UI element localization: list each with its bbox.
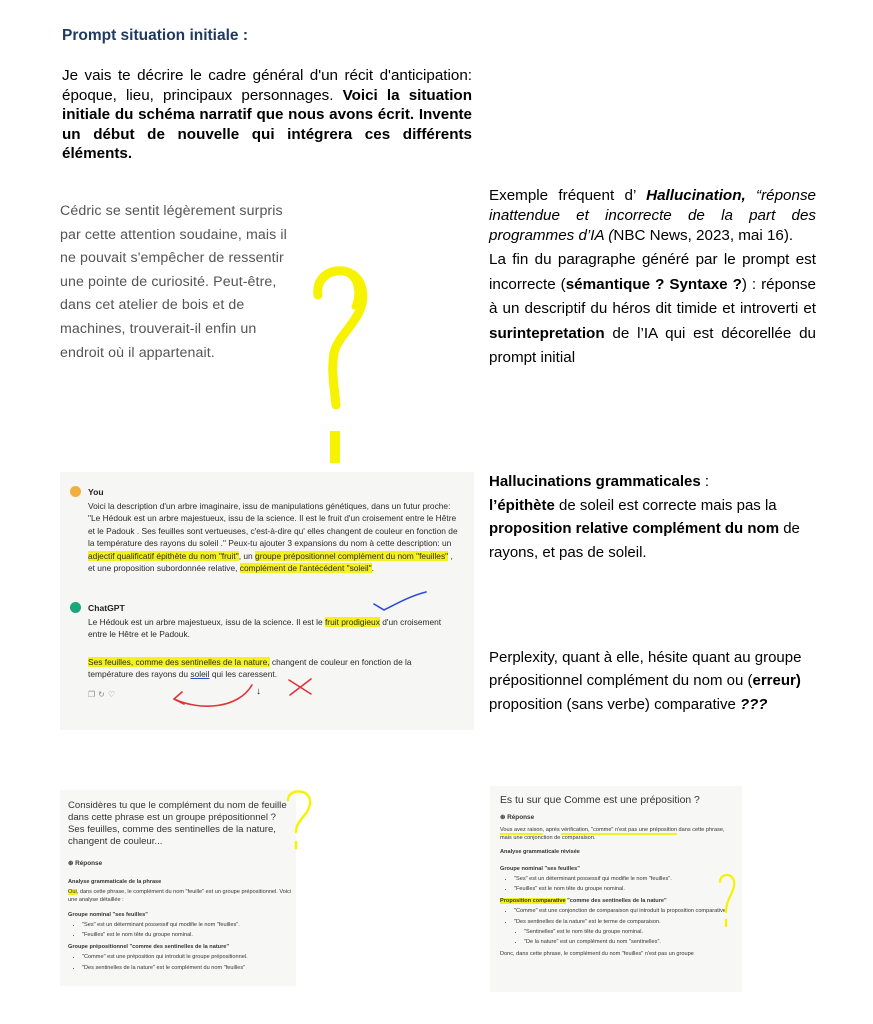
pr-l1a: , après [542,827,562,833]
question-mark-marker-2 [280,786,320,856]
comment-grammatical [489,470,819,564]
c3-a: Perplexity, quant à elle, hésite quant au groupe prépositionnel complément du nom ou ( [489,649,802,690]
copy-icon[interactable]: ❐ [88,690,99,699]
pr-li6: • "De la nature" est un complément du nom "sentinelles". [524,938,736,946]
bot-hl-1: fruit prodigieux [324,617,380,627]
prompt-intro-bold: Voici la situation initiale du schéma narratif que nous avons écrit. Invente un début de nouvelle qui intégrera ces différents éléments. [62,86,472,163]
bot-message-1 [88,616,458,641]
c1-text-a: Exemple fréquent d’ [489,187,647,204]
pr-h1: Analyse grammaticale révisée [500,849,580,856]
bot-message-2 [88,656,448,681]
pr-li3: • "Comme" est une conjonction de comparaison qui introduit la proposition comparative. [514,907,736,915]
bot-msg-2: d'un croisement entre le Hêtre et le Padouk. [88,617,442,640]
page-title: Prompt situation initiale : [62,27,249,44]
pr-h3-hl: Proposition comparative [500,898,566,905]
perplexity-screenshot-left [60,790,296,986]
c3-d: ??? [739,695,768,713]
blue-check-annotation [370,590,430,614]
pr-list-2 [500,907,736,946]
bot-soleil: soleil [190,669,210,680]
question-mark-marker-1 [300,255,380,470]
excerpt-panel [60,200,300,400]
bot-msg-1: Le Hédouk est un arbre majestueux, issu de la science. Il est le [88,617,325,627]
pr-li1: • "Ses" est un déterminant possessif qui modifie le nom "feuilles". [514,875,736,883]
c1-text-e: La fin du paragraphe généré par le prompt est incorrecte ( [489,251,816,293]
user-hl-3: complément de l'antécédent "soleil" [239,563,372,574]
c3-b: erreur) [752,672,801,690]
red-arrow-annotation [160,677,260,717]
c1-text-b: Hallucination, [646,187,746,204]
pl-list-1 [68,921,292,939]
pr-list-1 [500,875,736,893]
user-name: You [88,487,104,497]
user-avatar [70,486,81,497]
pr-last: Donc, dans cette phrase, le complément du nom "feuilles" n'est pas un groupe [500,951,694,958]
chat-actions [88,690,118,699]
prompt-intro [62,66,472,164]
c1-text-c: “réponse inattendue et incorrecte de la part des programmes d’IA ( [489,187,816,244]
user-hl-2: groupe prépositionnel complément du nom "feuilles" [255,550,449,561]
pl-h3: Groupe prépositionnel "comme des sentinelles de la nature" [68,944,230,951]
pr-h3-text: "comme des sentinelles de la nature" [565,898,667,905]
pl-li3: • "Comme" est une préposition qui introduit le groupe prépositionnel. [82,953,292,961]
pl-li2: • "Feuilles" est le nom tête du groupe nominal. [82,931,292,939]
answer-icon: ⊛ [68,860,74,867]
c1-text-i: de l’IA qui est décorellée du prompt initial [489,324,816,367]
c3-c: proposition (sans verbe) comparative [489,695,740,713]
pr-h3 [500,897,736,905]
pr-answer-label [500,814,534,822]
excerpt-text: Cédric se sentit légèrement surpris par cette attention soudaine, mais il ne pouvait s'empêcher de ressentir une pointe de curiosité. Peut-être, dans cet atelier de bois et de machines, trouverait-il enfin un endroit où il appartenait. [60,203,287,361]
pl-list-2 [68,953,292,971]
pl-answer-label-text: Réponse [75,860,103,867]
red-cross-annotation [285,676,315,698]
pr-question: Es tu sur que Comme est une préposition ? [500,795,700,806]
c1-text-d: NBC News, 2023, mai 16). [613,226,794,244]
c2-colon: : [700,473,710,490]
chatgpt-avatar [70,602,81,613]
pl-li4: • "Des sentinelles de la nature" est le complément du nom "feuilles" [82,964,292,972]
pr-answer-label-text: Réponse [507,814,535,821]
pr-hl1: Vous avez raison [500,827,543,833]
c1-text-h: surintepretation [489,324,605,342]
user-message [88,500,460,574]
pl-h1: Analyse grammaticale de la phrase [68,879,162,885]
bot-msg-3: changent de couleur en fonction de la température des rayons du [88,657,412,680]
pl-intro [68,888,292,904]
user-msg-3: , et une proposition subordonnée relative, [88,550,453,574]
perplexity-screenshot-right [490,786,742,992]
comment-perplexity [489,646,809,716]
chatgpt-screenshot [60,472,474,730]
c1-text-f: sémantique ? Syntaxe ? [565,275,742,293]
pl-question: Considères tu que le complément du nom de feuille dans cette phrase est un groupe prépositionnel ? Ses feuilles, comme des sentinelles de la nature, changent de couleur... [68,800,287,847]
pr-li4: • "Des sentinelles de la nature" est le terme de comparaison. [514,918,736,926]
c2-d: de rayons, et pas de soleil. [489,520,800,561]
bot-msg-4: qui les caressent. [209,669,278,680]
c2-title: Hallucinations grammaticales [489,473,701,490]
pr-line1 [500,826,736,842]
user-msg-2: , un [238,550,256,561]
pl-intro-text: , dans cette phrase, le complément du nom "feuille" est un groupe prépositionnel. Voici une analyse détaillée : [68,889,292,904]
comment-hallucination-p2 [489,248,816,370]
pr-li2: • "Feuilles" est le nom tête du groupe nominal. [514,885,736,893]
arrow-down-icon: ↓ [256,686,261,697]
pl-h2: Groupe nominal "ses feuilles" [68,911,148,918]
dislike-icon[interactable]: ♡ [107,690,119,699]
bot-hl-2: Ses feuilles, comme des sentinelles de la nature, [88,657,270,667]
pr-li5: • "Sentinelles" est le nom tête du groupe nominal. [524,928,736,936]
pl-answer-label [68,860,102,868]
comment-hallucination [489,186,816,370]
c2-c: proposition relative complément du nom [489,520,780,538]
bot-name: ChatGPT [88,603,125,613]
pl-oui: Oui [68,889,77,896]
prompt-intro-normal: Je vais te décrire le cadre général d'un récit d'anticipation: époque, lieu, principaux personnages. [62,67,472,104]
regenerate-icon[interactable]: ↻ [98,690,108,699]
user-hl-1: adjectif qualificatif épithète du nom "fruit" [88,550,239,561]
question-mark-marker-3 [716,872,740,932]
answer-icon-2: ⊛ [500,814,506,821]
comment-hallucination-p1 [489,186,816,245]
c2-b: de soleil est correcte mais pas la [554,496,777,514]
pr-body [500,826,736,958]
c2-a: l’épithète [489,496,555,514]
c1-text-g: ) : réponse à un descriptif du héros dit timide et introverti et [489,275,816,318]
pl-li1: • "Ses" est un déterminant possessif qui modifie le nom "feuilles". [82,921,292,929]
pr-h2: Groupe nominal "ses feuilles" [500,865,580,872]
pl-body [68,878,292,976]
user-msg-1: Voici la description d'un arbre imaginaire, issu de manipulations génétiques, dans un futur proche: "Le Hédouk est un arbre majestueux, issu de la science. Il est le fruit d'un croisement entre le Hêtre et le Padouk . Ses feuilles sont vertueuses, c'est-à-dire qu' elles changent de couleur en fonction de la température des rayons du soleil ." Peux-tu ajouter 3 expansions du nom à cette description: un [88,501,458,549]
pr-l1b: dans cette phrase, mais une conjonction de comparaison. [500,827,725,842]
user-msg-4: . [371,563,374,574]
pr-hl2: vérification, "comme" n'est pas une préposition [561,827,677,833]
